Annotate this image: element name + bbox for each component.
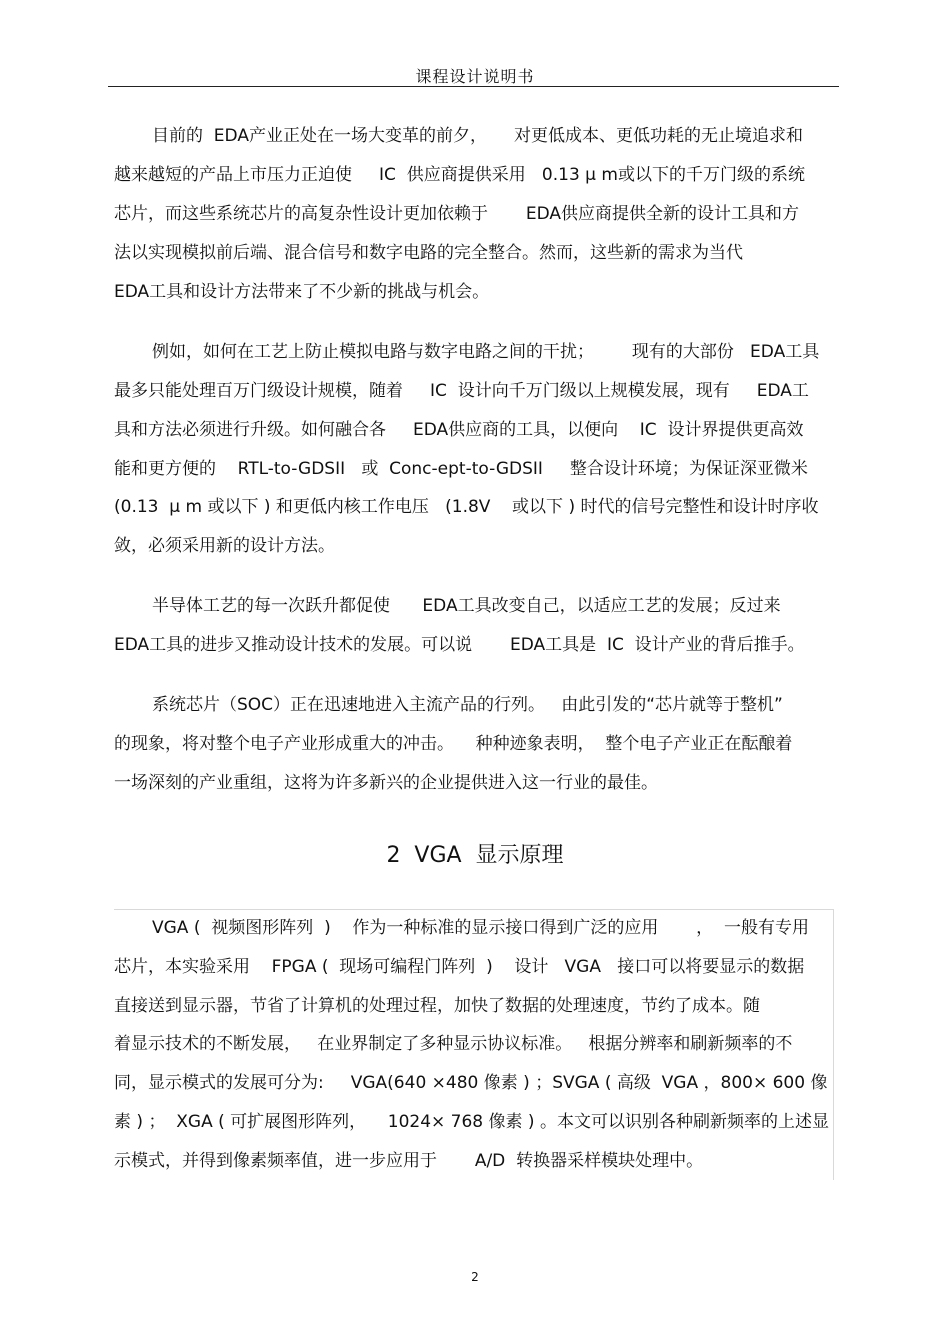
paragraph-3-line: EDA工具的进步又推动设计技术的发展。可以说 EDA工具是 IC 设计产业的背后推手。 (114, 635, 805, 655)
vga-paragraph-line: 同，显示模式的发展可分为: VGA(640 ×480 像素 ) ；SVGA ( 高级 VGA ，800× 600 像 (114, 1073, 828, 1093)
document-header-title: 课程设计说明书 (415, 67, 535, 86)
vga-paragraph-line: 直接送到显示器，节省了计算机的处理过程，加快了数据的处理速度，节约了成本。随 (114, 996, 760, 1016)
paragraph-2-line: 具和方法必须进行升级。如何融合各 EDA供应商的工具，以便向 IC 设计界提供更高效 (114, 420, 804, 440)
paragraph-1-line: 越来越短的产品上市压力正迫使 IC 供应商提供采用 0.13 μ m或以下的千万门级的系统 (114, 165, 805, 185)
paragraph-1-line: EDA工具和设计方法带来了不少新的挑战与机会。 (114, 282, 490, 302)
paragraph-1-line: 目前的 EDA产业正处在一场大变革的前夕， 对更低成本、更低功耗的无止境追求和 (152, 126, 803, 146)
vga-paragraph-line: VGA ( 视频图形阵列 ) 作为一种标准的显示接口得到广泛的应用 ， 一般有专用 (152, 918, 809, 938)
paragraph-2-line: 最多只能处理百万门级设计规模，随着 IC 设计向千万门级以上规模发展，现有 EDA工 (114, 381, 809, 401)
paragraph-1-line: 法以实现模拟前后端、混合信号和数字电路的完全整合。然而，这些新的需求为当代 (114, 243, 743, 263)
paragraph-3-line: 半导体工艺的每一次跃升都促使 EDA工具改变自己，以适应工艺的发展；反过来 (152, 596, 781, 616)
header-divider (108, 86, 839, 87)
vga-paragraph-line: 素 ) ； XGA ( 可扩展图形阵列， 1024× 768 像素 ) 。本文可以识别各种刷新频率的上述显 (114, 1112, 829, 1132)
paragraph-2-line: 例如，如何在工艺上防止模拟电路与数字电路之间的干扰； 现有的大部份 EDA工具 (152, 342, 820, 362)
vga-paragraph-line: 示模式，并得到像素频率值，进一步应用于 A/D 转换器采样模块处理中。 (114, 1151, 704, 1171)
page-number: 2 (471, 1270, 479, 1284)
paragraph-1-line: 芯片，而这些系统芯片的高复杂性设计更加依赖于 EDA供应商提供全新的设计工具和方 (114, 204, 799, 224)
paragraph-2-line: (0.13 μ m 或以下 ) 和更低内核工作电压 (1.8V 或以下 ) 时代的信号完整性和设计时序收 (114, 497, 819, 517)
paragraph-2-line: 敛，必须采用新的设计方法。 (114, 536, 335, 556)
vga-paragraph-line: 芯片，本实验采用 FPGA ( 现场可编程门阵列 ) 设计 VGA 接口可以将要显示的数据 (114, 957, 805, 977)
paragraph-4-line: 的现象，将对整个电子产业形成重大的冲击。 种种迹象表明， 整个电子产业正在酝酿着 (114, 734, 793, 754)
section-heading: 2 VGA 显示原理 (386, 843, 564, 868)
vga-paragraph-line: 着显示技术的不断发展， 在业界制定了多种显示协议标准。 根据分辨率和刷新频率的不 (114, 1034, 793, 1054)
paragraph-2-line: 能和更方便的 RTL-to-GDSII 或 Conc-ept-to-GDSII 整合设计环境；为保证深亚微米 (114, 459, 808, 479)
paragraph-4-line: 一场深刻的产业重组，这将为许多新兴的企业提供进入这一行业的最佳。 (114, 773, 658, 793)
paragraph-4-line: 系统芯片（SOC）正在迅速地进入主流产品的行列。 由此引发的“芯片就等于整机” (152, 695, 783, 715)
